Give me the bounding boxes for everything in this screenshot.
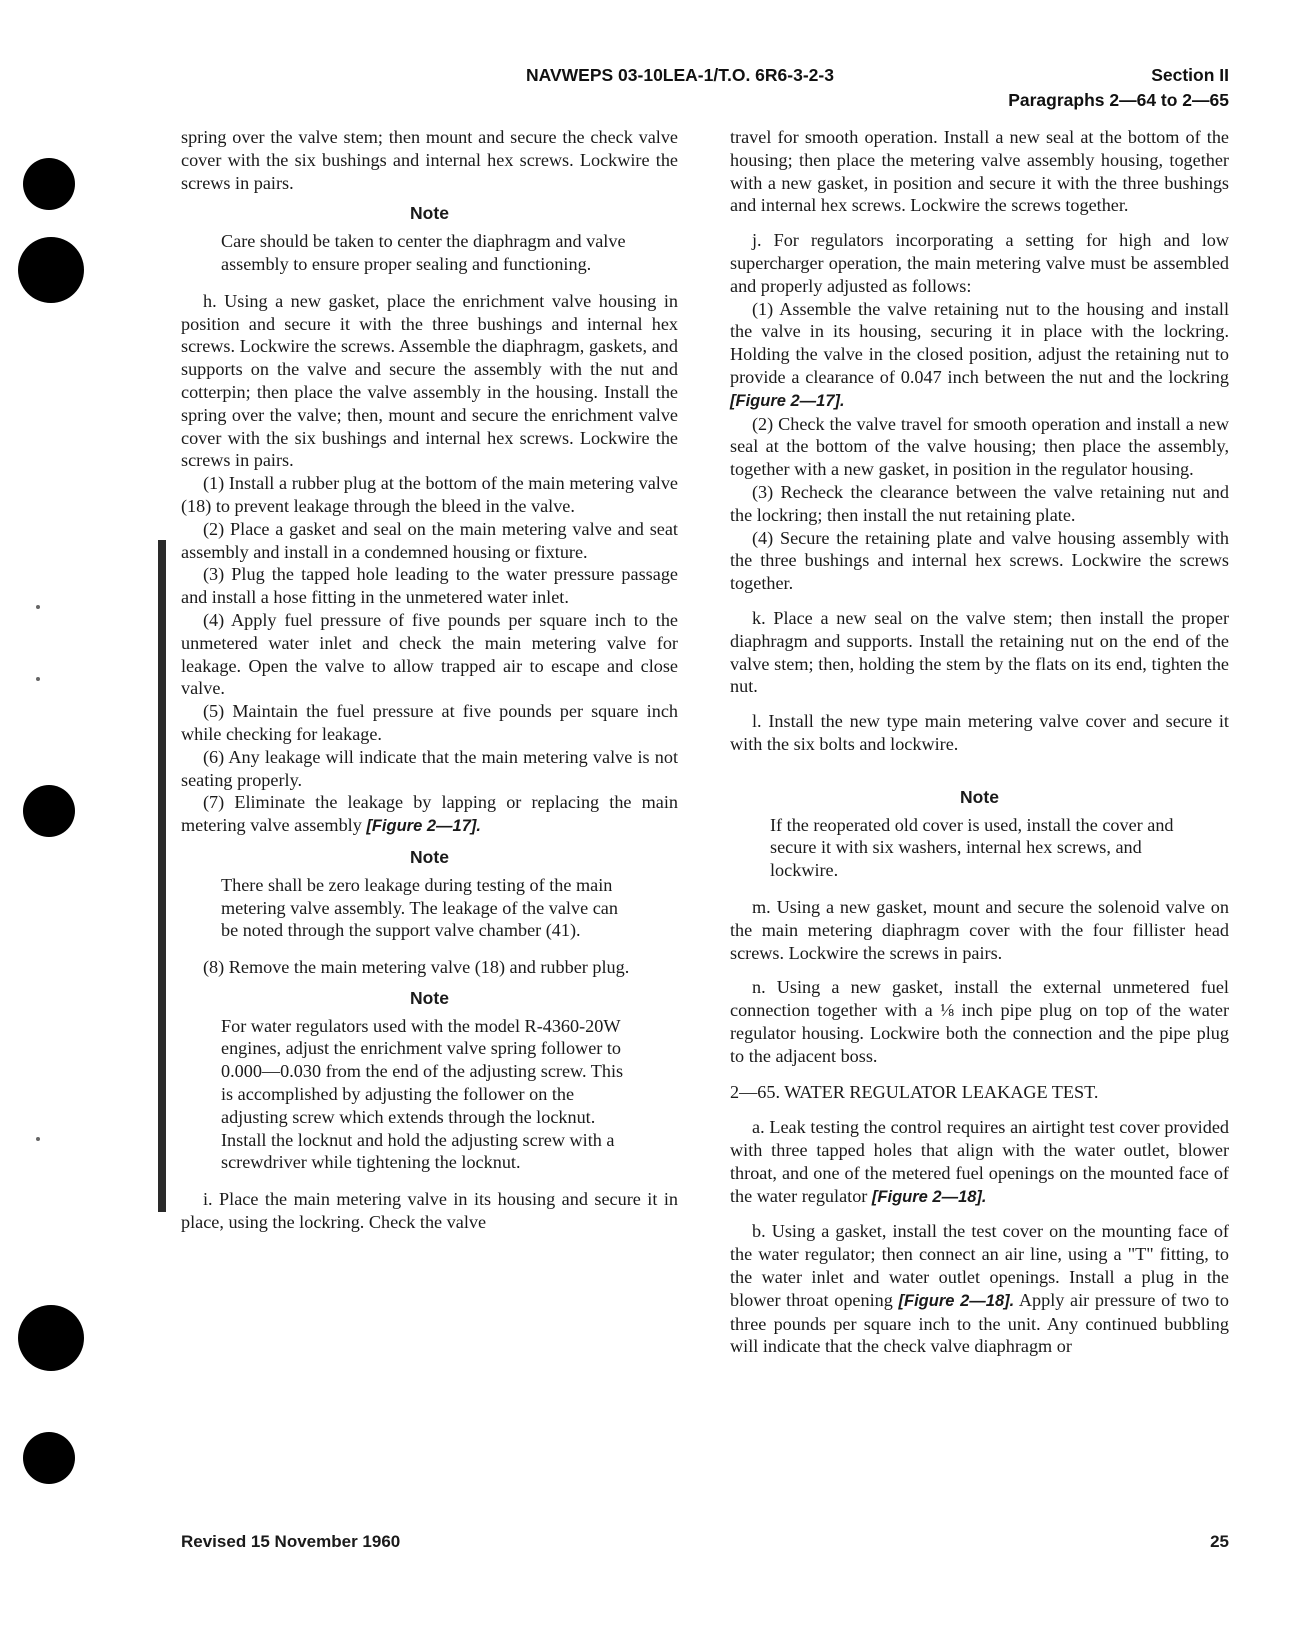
note-heading: Note [410, 846, 449, 867]
right-column [730, 126, 1229, 1358]
note-body: Care should be taken to center the diaphragm and valve assembly to ensure proper sealing and functioning. [221, 231, 626, 274]
step-h8: (8) Remove the main metering valve (18) and rubber plug. [203, 957, 630, 978]
step-h7 [181, 791, 678, 838]
scan-speck [36, 1137, 40, 1141]
page-number: 25 [1210, 1532, 1229, 1551]
paragraph-a-text: a. Leak testing the control requires an airtight test cover provided with three tapped holes that align with the water outlet, blower throat, and one of the metered fuel openings on the mounted face of the water regulator [730, 1117, 1229, 1206]
document-number: NAVWEPS 03-10LEA-1/T.O. 6R6-3-2-3 [526, 65, 834, 85]
paragraph-range: Paragraphs 2—64 to 2—65 [1008, 90, 1229, 110]
binder-hole [23, 785, 75, 837]
scan-speck [36, 605, 40, 609]
paragraph-b [730, 1220, 1229, 1358]
step-j3: (3) Recheck the clearance between the valve retaining nut and the lockring; then install the nut retaining plate. [730, 481, 1229, 525]
scan-speck [36, 677, 40, 681]
step-j2: (2) Check the valve travel for smooth operation and install a new seal at the bottom of the valve housing; then place the assembly, together with a new gasket, in position in the regulator housing. [730, 413, 1229, 480]
paragraph-continued: travel for smooth operation. Install a new seal at the bottom of the housing; then place the metering valve assembly housing, together with a new gasket, in position and secure it with the three bushings and internal hex screws. Lockwire the screws together. [730, 127, 1229, 216]
step-h1: (1) Install a rubber plug at the bottom of the main metering valve (18) to prevent leakage through the bleed in the valve. [181, 473, 678, 516]
paragraph-b-text-cont: Apply air pressure of two to three pounds per square inch to the unit. Any continued bubbling will indicate that the check valve diaphragm or [730, 1289, 1229, 1357]
revision-change-bar [158, 540, 166, 1212]
paragraph-a [730, 1116, 1229, 1208]
paragraph-m: m. Using a new gasket, mount and secure the solenoid valve on the main metering diaphragm cover with the four fillister head screws. Lockwire the screws in pairs. [730, 896, 1229, 963]
step-h5: (5) Maintain the fuel pressure at five pounds per square inch while checking for leakage. [181, 701, 678, 744]
paragraph-continued: spring over the valve stem; then mount and secure the check valve cover with the six bushings and internal hex screws. Lockwire the screws in pairs. [181, 127, 678, 193]
step-j4: (4) Secure the retaining plate and valve housing assembly with the three bushings and internal hex screws. Lockwire the screws together. [730, 527, 1229, 594]
note-body: There shall be zero leakage during testing of the main metering valve assembly. The leakage of the valve can be noted through the support valve chamber (41). [221, 874, 618, 941]
left-column [181, 126, 678, 1234]
figure-reference: [Figure 2—18]. [898, 1291, 1015, 1310]
paragraph-h: h. Using a new gasket, place the enrichment valve housing in position and secure it with the three bushings and internal hex screws. Lockwire the screws. Assemble the diaphragm, gaskets, and supports on the valve and secure the assembly with the nut and cotterpin; then place the valve assembly in the housing. Install the spring over the valve; then, mount and secure the enrichment valve cover with the six bushings and internal hex screws. Lockwire the screws in pairs. [181, 290, 678, 471]
section-label: Section II [1151, 65, 1229, 85]
step-h4: (4) Apply fuel pressure of five pounds per square inch to the unmetered water inlet and check the main metering valve for leakage. Open the valve to allow trapped air to escape and close valve. [181, 609, 678, 699]
paragraph-l: l. Install the new type main metering valve cover and secure it with the six bolts and lockwire. [730, 711, 1229, 754]
step-h7-text: (7) Eliminate the leakage by lapping or replacing the main metering valve assembly [181, 792, 678, 836]
paragraph-k: k. Place a new seal on the valve stem; then install the proper diaphragm and supports. Install the retaining nut on the end of the valve stem; then, holding the stem by the flats on its end, tighten the nut. [730, 607, 1229, 697]
step-j1 [730, 298, 1229, 413]
note-body: For water regulators used with the model R-4360-20W engines, adjust the enrichment valve spring follower to 0.000—0.030 from the end of the adjusting screw. This is accomplished by adjusting the follower on the adjusting screw which extends through the locknut. Install the locknut and hold the adjusting screw with a screwdriver while tightening the locknut. [221, 1015, 624, 1173]
note-heading: Note [410, 203, 449, 224]
note-body: If the reoperated old cover is used, install the cover and secure it with six washers, internal hex screws, and lockwire. [770, 814, 1174, 881]
binder-hole [23, 1432, 75, 1484]
note-heading: Note [960, 786, 999, 807]
note-heading: Note [410, 987, 449, 1008]
step-h3: (3) Plug the tapped hole leading to the water pressure passage and install a hose fitting in the unmetered water inlet. [181, 564, 678, 608]
binder-hole [18, 237, 84, 303]
section-heading: 2—65. WATER REGULATOR LEAKAGE TEST. [730, 1082, 1099, 1103]
paragraph-j: j. For regulators incorporating a setting for high and low supercharger operation, the main metering valve must be assembled and properly adjusted as follows: [730, 230, 1229, 296]
figure-reference: [Figure 2—17]. [366, 817, 481, 836]
step-j1-text: (1) Assemble the valve retaining nut to the housing and install the valve in its housing, securing it in place with the lockring. Holding the valve in the closed position, adjust the retaining nut to provide a clearance of 0.047 inch between the nut and the lockring [730, 298, 1229, 387]
binder-hole [18, 1305, 84, 1371]
revision-date: Revised 15 November 1960 [181, 1532, 401, 1551]
step-h2: (2) Place a gasket and seal on the main metering valve and seat assembly and install in a condemned housing or fixture. [181, 518, 678, 562]
binder-hole [23, 158, 75, 210]
figure-reference: [Figure 2—18]. [871, 1187, 987, 1206]
paragraph-n: n. Using a new gasket, install the external unmetered fuel connection together with a ⅛ inch pipe plug on top of the water regulator housing. Lockwire both the connection and the pipe plug to the adjacent boss. [730, 977, 1229, 1066]
figure-reference: [Figure 2—17]. [730, 391, 845, 410]
step-h6: (6) Any leakage will indicate that the main metering valve is not seating properly. [181, 746, 678, 790]
paragraph-b-text: b. Using a gasket, install the test cover on the mounting face of the water regulator; then connect an air line, using a "T" fitting, to the water inlet and water outlet openings. Install a plug in the blower throat opening [730, 1221, 1229, 1310]
paragraph-i: i. Place the main metering valve in its housing and secure it in place, using the lockring. Check the valve [181, 1189, 678, 1233]
